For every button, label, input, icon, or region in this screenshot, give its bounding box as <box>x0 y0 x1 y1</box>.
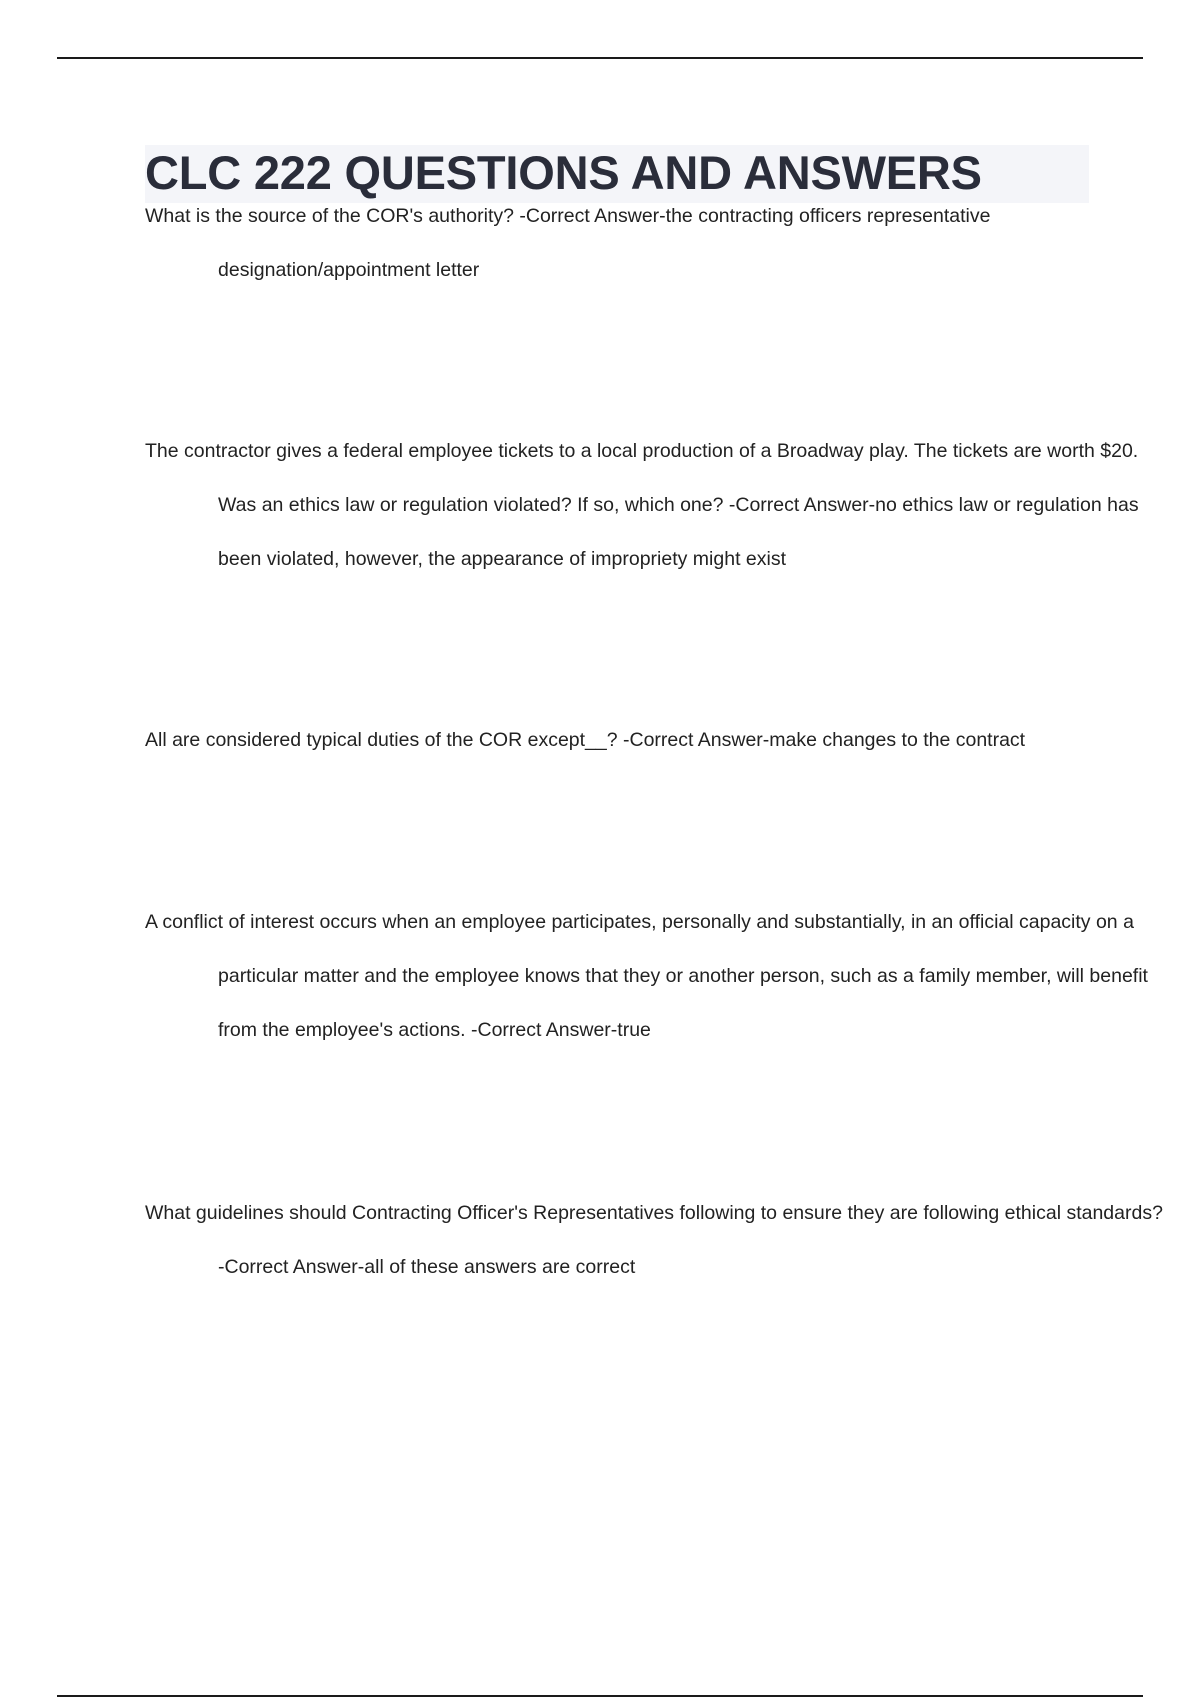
footer-rule <box>57 1695 1143 1697</box>
qa-item: What guidelines should Contracting Officer's Representatives following to ensure they are following ethical standards? -Correct Answer-all of these answers are correct <box>145 1202 1163 1278</box>
qa-item: The contractor gives a federal employee tickets to a local production of a Broadway play. The tickets are worth $20. Was an ethics law or regulation violated? If so, which one? -Correct Answer-no ethics law or regulation has been violated, however, the appearance of impropriety might exist <box>145 440 1139 570</box>
qa-item: A conflict of interest occurs when an employee participates, personally and substantially, in an official capacity on a particular matter and the employee knows that they or another person, such as a family member, will benefit from the employee's actions. -Correct Answer-true <box>145 911 1148 1041</box>
document-title: CLC 222 QUESTIONS AND ANSWERS <box>145 146 982 199</box>
qa-item: All are considered typical duties of the COR except__? -Correct Answer-make changes to the contract <box>145 729 1026 751</box>
qa-item: What is the source of the COR's authority? -Correct Answer-the contracting officers representative designation/appointment letter <box>145 205 991 281</box>
header-rule <box>57 57 1143 59</box>
